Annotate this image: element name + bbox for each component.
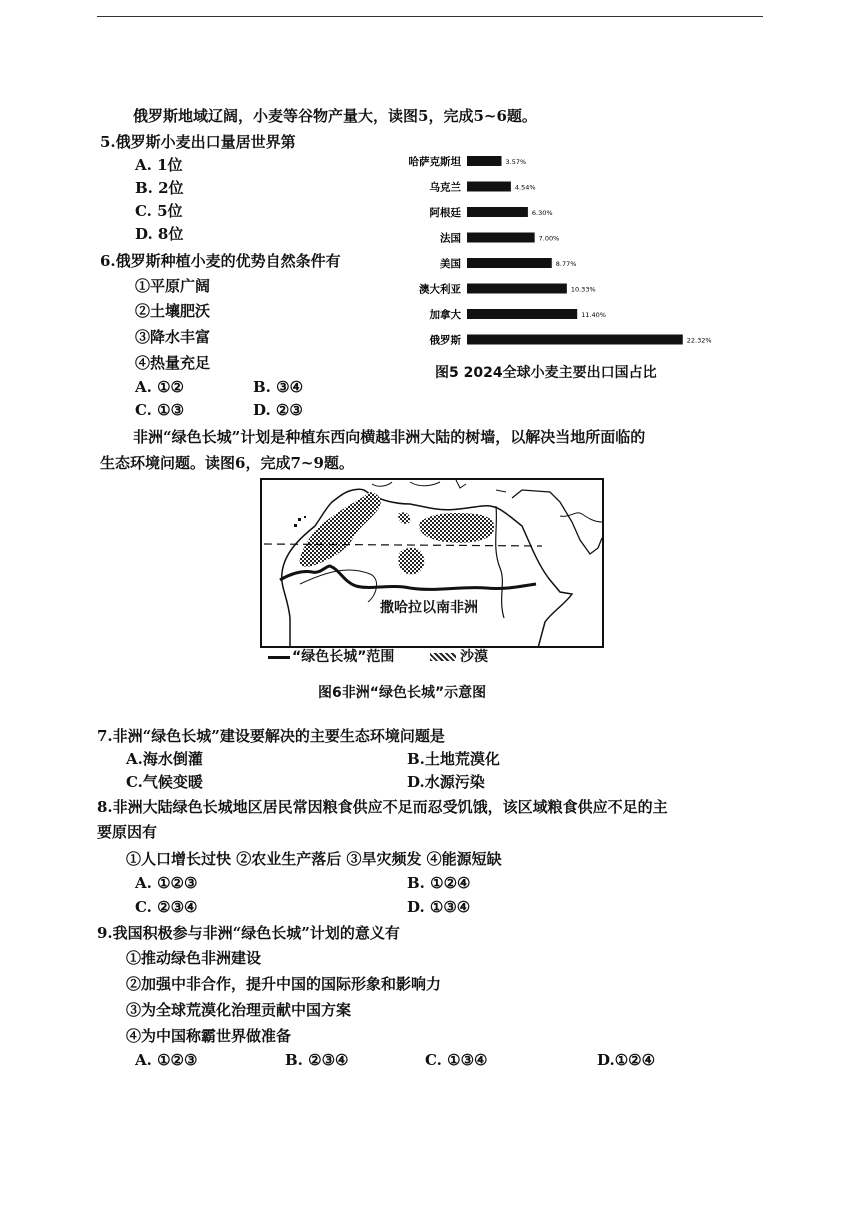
category-label: 美国 [440,258,461,270]
q6-item-3: ③降水丰富 [135,328,211,346]
q9-option-d: D.①②④ [597,1051,656,1069]
value-label: 3.57% [505,158,527,166]
q5-option-a: A. 1位 [135,156,183,174]
africa-green-wall-map [260,478,604,648]
q6-item-1: ①平原广阔 [135,277,211,295]
q9-item-2: ②加强中非合作，提升中国的国际形象和影响力 [126,975,442,993]
q7-option-c: C.气候变暖 [126,773,203,791]
category-label: 加拿大 [429,309,461,321]
q9-item-1: ①推动绿色非洲建设 [126,949,262,967]
value-label: 22.32% [686,336,712,345]
legend-line-label: “绿色长城”范围 [292,649,395,665]
question-8-stem-line-2: 要原因有 [97,823,158,841]
q6-option-d: D. ②③ [253,401,303,419]
q7-option-d: D.水源污染 [407,773,485,791]
category-label: 哈萨克斯坦 [408,156,461,168]
map-caption: 图6非洲“绿色长城”示意图 [318,685,487,701]
value-label: 7.00% [538,234,560,243]
q9-option-c: C. ①③④ [425,1051,488,1069]
bar [467,182,511,192]
q5-option-c: C. 5位 [135,202,183,220]
q8-option-c: C. ②③④ [135,898,198,916]
category-label: 乌克兰 [429,181,461,194]
bar [467,335,683,345]
q9-option-b: B. ②③④ [285,1051,349,1069]
bar [467,309,577,319]
legend-line-entry [268,648,394,666]
desert-area [419,513,494,543]
intro-text-2-line-1: 非洲“绿色长城”计划是种植东西向横越非洲大陆的树墙，以解决当地所面临的 [133,428,646,446]
q8-option-d: D. ①③④ [407,898,471,916]
category-label: 法国 [440,232,461,245]
region-label: 撒哈拉以南非洲 [380,600,478,616]
legend-desert-swatch [430,653,456,661]
question-8-stem-line-1: 8.非洲大陆绿色长城地区居民常因粮食供应不足而忍受饥饿，该区域粮食供应不足的主 [97,798,668,816]
q6-item-2: ②土壤肥沃 [135,302,211,320]
q8-option-b: B. ①②④ [407,874,471,892]
wheat-export-chart [385,150,725,350]
q6-option-a: A. ①② [135,378,184,396]
question-9-stem: 9.我国积极参与非洲“绿色长城”计划的意义有 [97,924,400,942]
island [298,518,301,521]
q9-option-a: A. ①②③ [135,1051,198,1069]
q8-option-a: A. ①②③ [135,874,198,892]
category-label: 澳大利亚 [419,283,461,296]
q5-option-d: D. 8位 [135,225,184,243]
category-label: 俄罗斯 [429,334,461,347]
q7-option-b: B.土地荒漠化 [407,750,500,768]
q9-item-4: ④为中国称霸世界做准备 [126,1027,292,1045]
q6-option-c: C. ①③ [135,401,185,419]
desert-area [398,548,424,575]
bar [467,258,552,268]
bar [467,156,502,166]
q8-items: ①人口增长过快 ②农业生产落后 ③旱灾频发 ④能源短缺 [126,850,502,868]
chart-title: 图5 2024全球小麦主要出口国占比 [435,365,657,381]
value-label: 6.30% [531,209,553,217]
q6-option-b: B. ③④ [253,378,304,396]
q7-option-a: A.海水倒灌 [126,750,203,768]
value-label: 8.77% [555,260,577,268]
question-5-stem: 5.俄罗斯小麦出口量居世界第 [100,133,296,151]
value-label: 10.33% [570,285,596,294]
q5-option-b: B. 2位 [135,179,184,197]
q9-item-3: ③为全球荒漠化治理贡献中国方案 [126,1001,352,1019]
legend-line-swatch [268,656,290,659]
q6-item-4: ④热量充足 [135,354,211,372]
header-rule [97,16,763,17]
category-label: 阿根廷 [429,207,461,219]
question-7-stem: 7.非洲“绿色长城”建设要解决的主要生态环境问题是 [97,727,445,745]
intro-text-1: 俄罗斯地域辽阔，小麦等谷物产量大，读图5，完成5~6题。 [133,107,537,125]
legend-desert-entry [430,648,488,666]
legend-desert-label: 沙漠 [460,649,488,665]
island [304,516,306,518]
value-label: 4.54% [514,183,536,192]
value-label: 11.40% [581,311,606,319]
island [294,524,297,527]
bar [467,233,535,243]
intro-text-2-line-2: 生态环境问题。读图6，完成7~9题。 [100,454,354,472]
bar [467,284,567,294]
question-6-stem: 6.俄罗斯种植小麦的优势自然条件有 [100,252,341,270]
bar [467,207,528,217]
